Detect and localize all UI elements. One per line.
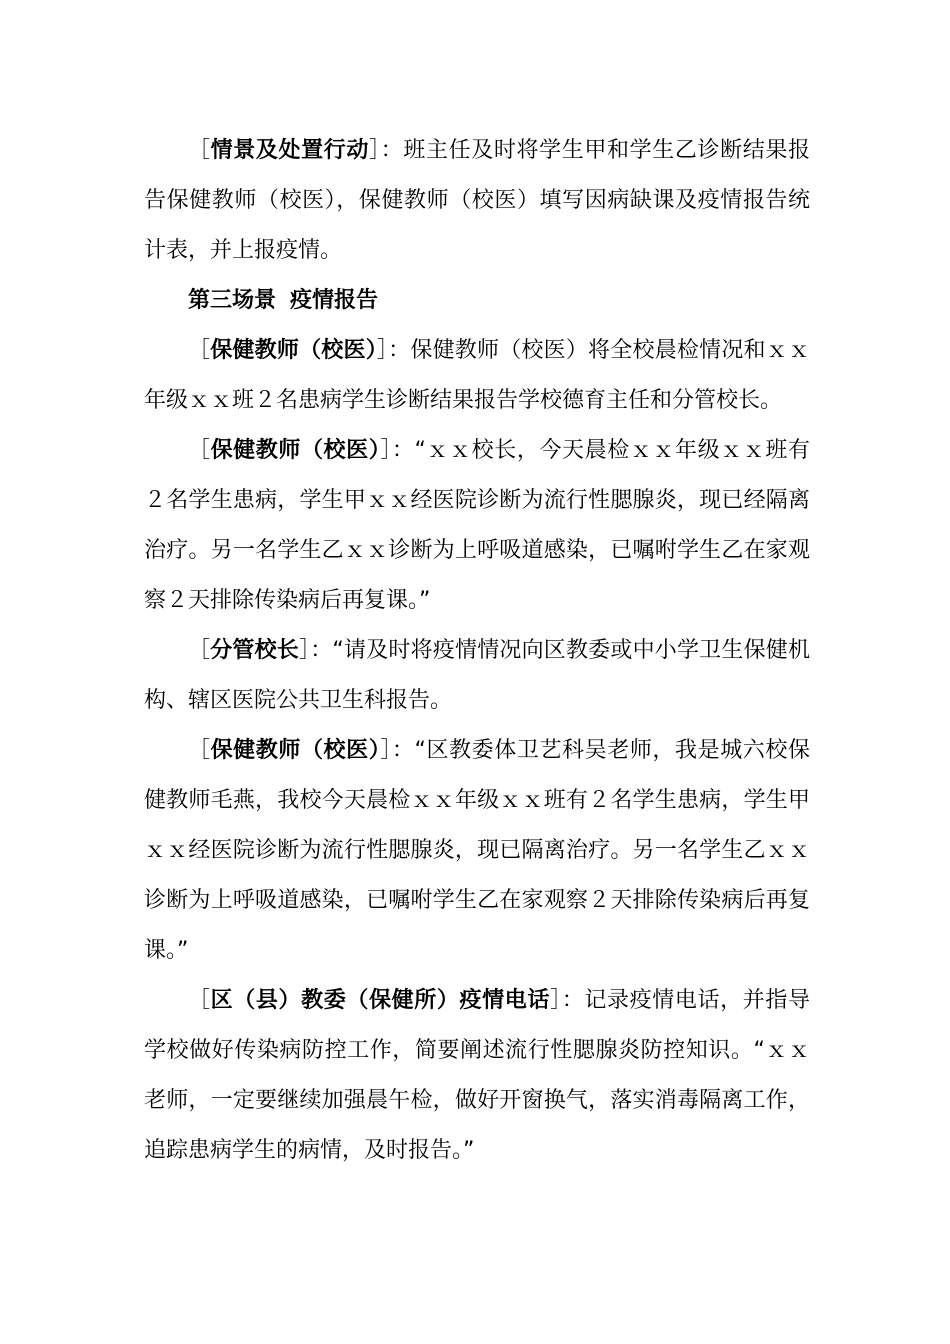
paragraph-text: “ｘｘ校长，今天晨检ｘｘ年级ｘｘ班有２名学生患病，学生甲ｘｘ经医院诊断为流行性腮腺炎，现已经隔离治疗。另一名学生乙ｘｘ诊断为上呼吸道感染，已嘱咐学生乙在家观察２天排除传染病后再复课。”	[144, 438, 810, 613]
speaker-label: 保健教师（校医）	[210, 738, 381, 763]
speaker-label: 分管校长	[210, 638, 299, 663]
speaker-label: 保健教师（校医）	[210, 438, 381, 463]
speaker-label: 保健教师（校医）	[210, 338, 377, 363]
paragraph-text: “请及时将疫情情况向区教委或中小学卫生保健机构、辖区医院公共卫生科报告。	[144, 638, 810, 713]
paragraph-scene-action	[144, 126, 810, 276]
paragraph-text: 记录疫情电话，并指导学校做好传染病防控工作，简要阐述流行性腮腺炎防控知识。“ｘｘ老师，一定要继续加强晨午检，做好开窗换气，落实消毒隔离工作，追踪患病学生的病情，及时报告。”	[144, 988, 810, 1163]
bracket-close: ］：	[550, 988, 585, 1013]
paragraph-text: 保健教师（校医）将全校晨检情况和ｘｘ年级ｘｘ班２名患病学生诊断结果报告学校德育主任和分管校长。	[144, 338, 810, 413]
heading-title: 疫情报告	[290, 288, 379, 313]
bracket-close: ］：	[376, 338, 411, 363]
paragraph-district-hotline	[144, 976, 810, 1176]
bracket-open: ［	[188, 738, 211, 763]
bracket-open: ［	[188, 638, 211, 663]
bracket-close: ］：	[380, 438, 415, 463]
paragraph-school-doctor-report	[144, 326, 810, 426]
paragraph-text: 班主任及时将学生甲和学生乙诊断结果报告保健教师（校医），保健教师（校医）填写因病缺课及疫情报告统计表，并上报疫情。	[144, 138, 810, 263]
speaker-label: 区（县）教委（保健所）疫情电话	[210, 988, 551, 1013]
paragraph-vice-principal	[144, 626, 810, 726]
speaker-label: 情景及处置行动	[210, 138, 370, 163]
bracket-open: ［	[188, 438, 211, 463]
section-heading	[144, 276, 810, 326]
paragraph-school-doctor-to-principal	[144, 426, 810, 626]
bracket-open: ［	[188, 338, 211, 363]
bracket-open: ［	[188, 988, 211, 1013]
bracket-close: ］：	[369, 138, 404, 163]
document-page	[144, 126, 810, 1176]
paragraph-text: “区教委体卫艺科吴老师，我是城六校保健教师毛燕，我校今天晨检ｘｘ年级ｘｘ班有２名学生患病，学生甲ｘｘ经医院诊断为流行性腮腺炎，现已隔离治疗。另一名学生乙ｘｘ诊断为上呼吸道感染，已嘱咐学生乙在家观察２天排除传染病后再复课。”	[144, 738, 810, 963]
bracket-open: ［	[188, 138, 211, 163]
bracket-close: ］：	[299, 638, 333, 663]
bracket-close: ］：	[380, 738, 415, 763]
paragraph-school-doctor-to-district	[144, 726, 810, 976]
heading-scene: 第三场景	[188, 288, 277, 313]
